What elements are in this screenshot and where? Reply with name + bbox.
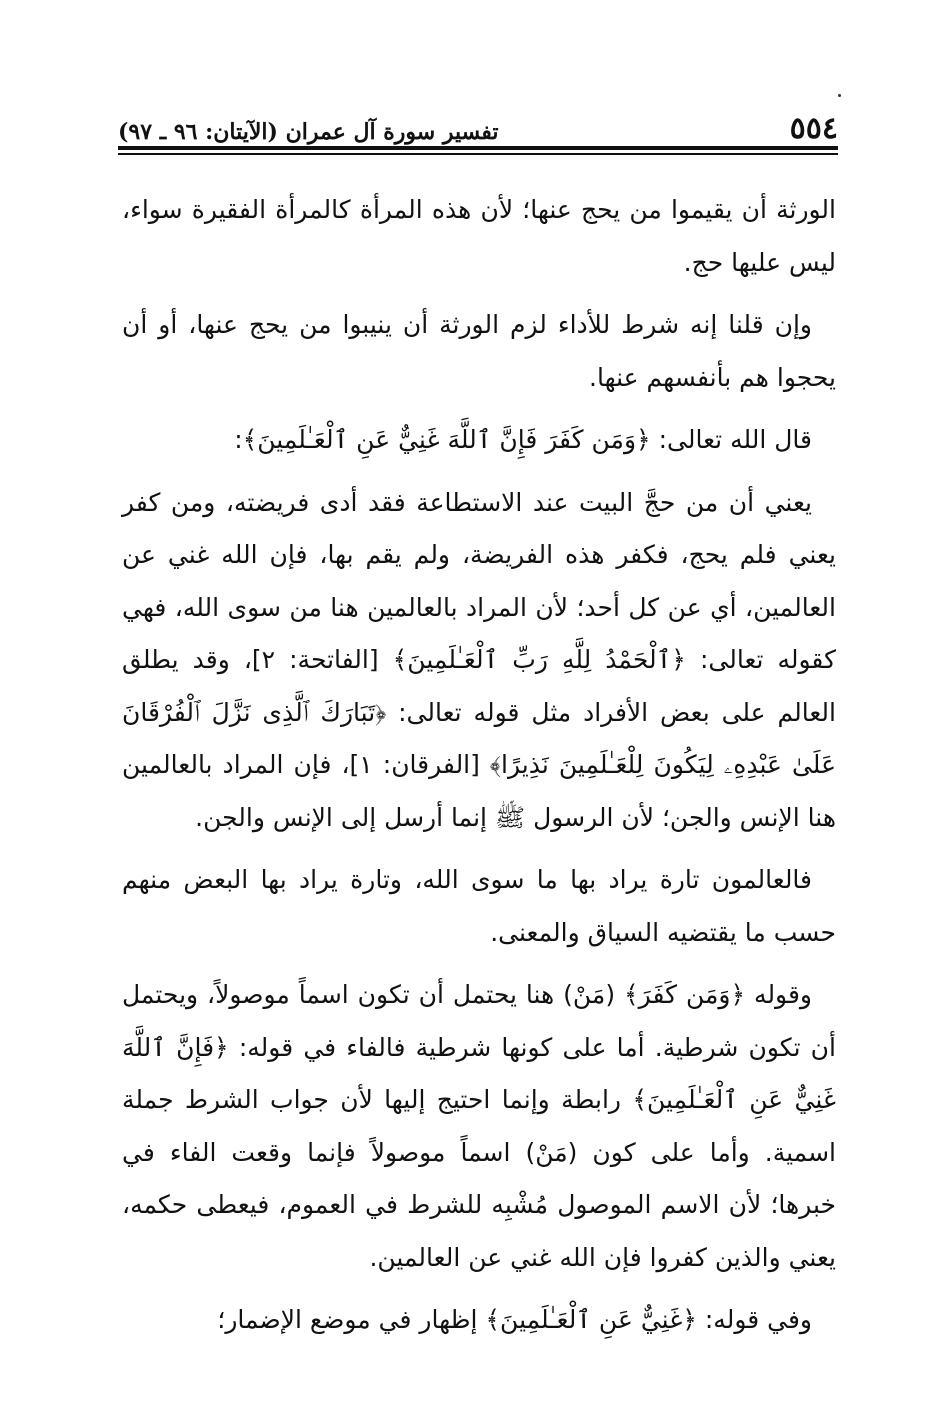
paragraph: فالعالمون تارة يراد بها ما سوى الله، وتارة يراد بها البعض منهم حسب ما يقتضيه السياق والمعنى. <box>122 865 836 947</box>
speck-mark <box>838 94 841 97</box>
page-number: ٥٥٤ <box>789 111 838 146</box>
body-text <box>122 184 836 1357</box>
header-rule-thick <box>118 146 838 150</box>
running-title: تفسير سورة آل عمران (الآيتان: ٩٦ ـ ٩٧) <box>118 119 499 145</box>
header-rule-thin <box>118 153 838 155</box>
paragraph: وإن قلنا إنه شرط للأداء لزم الورثة أن ينيبوا من يحج عنها، أو أن يحجوا هم بأنفسهم عنها. <box>122 310 836 392</box>
paragraph: الورثة أن يقيموا من يحج عنها؛ لأن هذه المرأة كالمرأة الفقيرة سواء، ليس عليها حج. <box>122 195 836 277</box>
paragraph: وقوله ﴿وَمَن كَفَرَ﴾ (مَنْ) هنا يحتمل أن تكون اسماً موصولاً، ويحتمل أن تكون شرطية. أما على كونها شرطية فالفاء في قوله: ﴿فَإِنَّ ٱللَّهَ غَنِيٌّ عَنِ ٱلْعَـٰلَمِينَ﴾ رابطة وإنما احتيج إليها لأن جواب الشرط جملة اسمية. وأما على كون (مَنْ) اسماً موصولاً فإنما وقعت الفاء في خبرها؛ لأن الاسم الموصول مُشْبِه للشرط في العموم، فيعطى حكمه، يعني والذين كفروا فإن الله غني عن العالمين. <box>122 980 836 1272</box>
paragraph: يعني أن من حجَّ البيت عند الاستطاعة فقد أدى فريضته، ومن كفر يعني فلم يحج، فكفر هذه الفريضة، ولم يقم بها، فإن الله غني عن العالمين، أي عن كل أحد؛ لأن المراد بالعالمين هنا من سوى الله، فهي كقوله تعالى: ﴿ٱلْحَمْدُ لِلَّهِ رَبِّ ٱلْعَـٰلَمِينَ﴾ [الفاتحة: ٢]، وقد يطلق العالم على بعض الأفراد مثل قوله تعالى: ﴿تَبَارَكَ ٱلَّذِى نَزَّلَ ٱلْفُرْقَانَ عَلَىٰ عَبْدِهِۦ لِيَكُونَ لِلْعَـٰلَمِينَ نَذِيرًا﴾ [الفرقان: ١]، فإن المراد بالعالمين هنا الإنس والجن؛ لأن الرسول ﷺ إنما أرسل إلى الإنس والجن. <box>122 487 836 832</box>
verse-heading: قال الله تعالى: ﴿وَمَن كَفَرَ فَإِنَّ ٱللَّهَ غَنِيٌّ عَنِ ٱلْعَـٰلَمِينَ﴾: <box>234 425 812 454</box>
paragraph: وفي قوله: ﴿غَنِيٌّ عَنِ ٱلْعَـٰلَمِينَ﴾ إظهار في موضع الإضمار؛ <box>217 1305 812 1334</box>
